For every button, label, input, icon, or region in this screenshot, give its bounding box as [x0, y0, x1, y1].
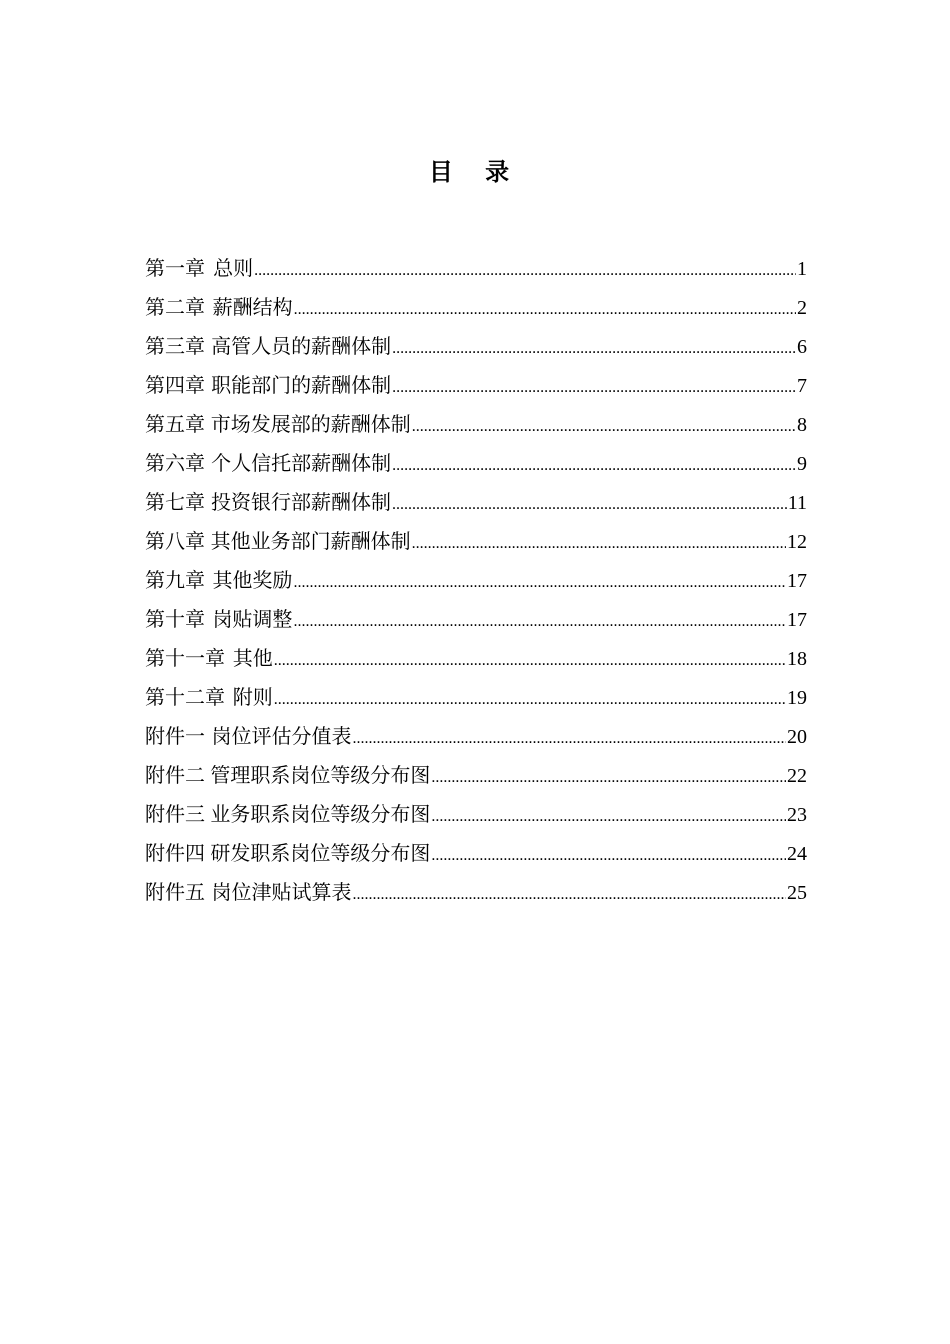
toc-entry-label: 第一章 [145, 256, 205, 280]
toc-entry[interactable] [145, 249, 807, 288]
toc-entry-page: 9 [797, 453, 807, 475]
toc-entry-title: 岗位津贴试算表 [211, 880, 352, 904]
toc-entry-label: 第七章 [145, 490, 205, 514]
toc-entry-page: 11 [787, 492, 807, 514]
toc-entry-label: 第三章 [145, 334, 205, 358]
toc-leader-dots [392, 368, 796, 407]
toc-leader-dots [294, 290, 796, 329]
toc-entry[interactable] [145, 483, 807, 522]
toc-leader-dots [293, 563, 786, 602]
toc-entry-title: 职能部门的薪酬体制 [211, 373, 392, 397]
toc-entry-title: 其他业务部门薪酬体制 [210, 529, 411, 553]
toc-entry[interactable] [145, 288, 807, 327]
toc-entry-title: 研发职系岗位等级分布图 [210, 841, 431, 865]
toc-leader-dots [392, 446, 796, 485]
toc-leader-dots [353, 719, 786, 758]
toc-entry[interactable] [145, 756, 807, 795]
toc-entry-page: 1 [797, 258, 807, 280]
toc-entry-title: 管理职系岗位等级分布图 [210, 763, 431, 787]
toc-entry-title: 总则 [213, 256, 254, 280]
toc-entry-page: 24 [787, 843, 807, 865]
toc-entry-title: 附则 [232, 685, 273, 709]
toc-leader-dots [353, 875, 786, 914]
toc-entry-label: 第四章 [145, 373, 205, 397]
toc-entry-label: 第八章 [145, 529, 205, 553]
toc-entry-page: 25 [787, 882, 807, 904]
toc-leader-dots [392, 485, 787, 524]
toc-entry-label: 附件三 [145, 802, 205, 826]
toc-leader-dots [431, 836, 786, 875]
toc-leader-dots [254, 251, 796, 290]
toc-leader-dots [412, 407, 796, 446]
toc-entry-page: 12 [787, 531, 807, 553]
toc-entry-title: 薪酬结构 [212, 295, 293, 319]
toc-entry-title: 岗位评估分值表 [211, 724, 352, 748]
toc-entry-page: 17 [787, 570, 807, 592]
toc-entry[interactable] [145, 600, 807, 639]
toc-entry-label: 附件二 [145, 763, 205, 787]
toc-leader-dots [431, 758, 786, 797]
toc-leader-dots [392, 329, 796, 368]
toc-entry[interactable] [145, 717, 807, 756]
toc-entry-label: 附件一 [145, 724, 205, 748]
toc-entry-label: 第十二章 [145, 685, 225, 709]
toc-leader-dots [431, 797, 786, 836]
toc-leader-dots [412, 524, 786, 563]
toc-entry-label: 附件五 [145, 880, 205, 904]
toc-title: 目 录 [428, 157, 522, 186]
toc-entry-label: 附件四 [145, 841, 205, 865]
toc-entry-page: 6 [797, 336, 807, 358]
toc-entry-label: 第六章 [145, 451, 205, 475]
toc-entry-title: 投资银行部薪酬体制 [210, 490, 391, 514]
toc-entry-title: 个人信托部薪酬体制 [211, 451, 392, 475]
toc-leader-dots [274, 680, 786, 719]
toc-entry[interactable] [145, 639, 807, 678]
toc-entry[interactable] [145, 873, 807, 912]
toc-leader-dots [274, 641, 786, 680]
toc-entry-page: 2 [797, 297, 807, 319]
toc-entry[interactable] [145, 795, 807, 834]
toc-entry[interactable] [145, 522, 807, 561]
toc-entry-title: 岗贴调整 [212, 607, 293, 631]
toc-entry-title: 其他奖励 [212, 568, 293, 592]
toc-entry-label: 第五章 [145, 412, 205, 436]
toc-list [145, 249, 807, 912]
toc-entry-title: 市场发展部的薪酬体制 [210, 412, 411, 436]
toc-entry-title: 高管人员的薪酬体制 [211, 334, 392, 358]
toc-entry-page: 18 [787, 648, 807, 670]
toc-entry[interactable] [145, 366, 807, 405]
toc-entry[interactable] [145, 834, 807, 873]
toc-entry-page: 20 [787, 726, 807, 748]
toc-leader-dots [293, 602, 786, 641]
toc-entry-page: 19 [787, 687, 807, 709]
toc-entry-page: 22 [787, 765, 807, 787]
toc-entry-label: 第二章 [145, 295, 205, 319]
toc-entry-title: 业务职系岗位等级分布图 [210, 802, 431, 826]
toc-entry[interactable] [145, 678, 807, 717]
toc-entry-label: 第九章 [145, 568, 205, 592]
toc-entry-page: 7 [797, 375, 807, 397]
toc-entry[interactable] [145, 561, 807, 600]
toc-entry-label: 第十章 [145, 607, 205, 631]
toc-entry[interactable] [145, 405, 807, 444]
toc-entry-page: 17 [787, 609, 807, 631]
toc-entry-page: 8 [797, 414, 807, 436]
toc-entry-label: 第十一章 [145, 646, 225, 670]
toc-entry-title: 其他 [232, 646, 273, 670]
toc-entry[interactable] [145, 444, 807, 483]
toc-entry[interactable] [145, 327, 807, 366]
toc-entry-page: 23 [787, 804, 807, 826]
